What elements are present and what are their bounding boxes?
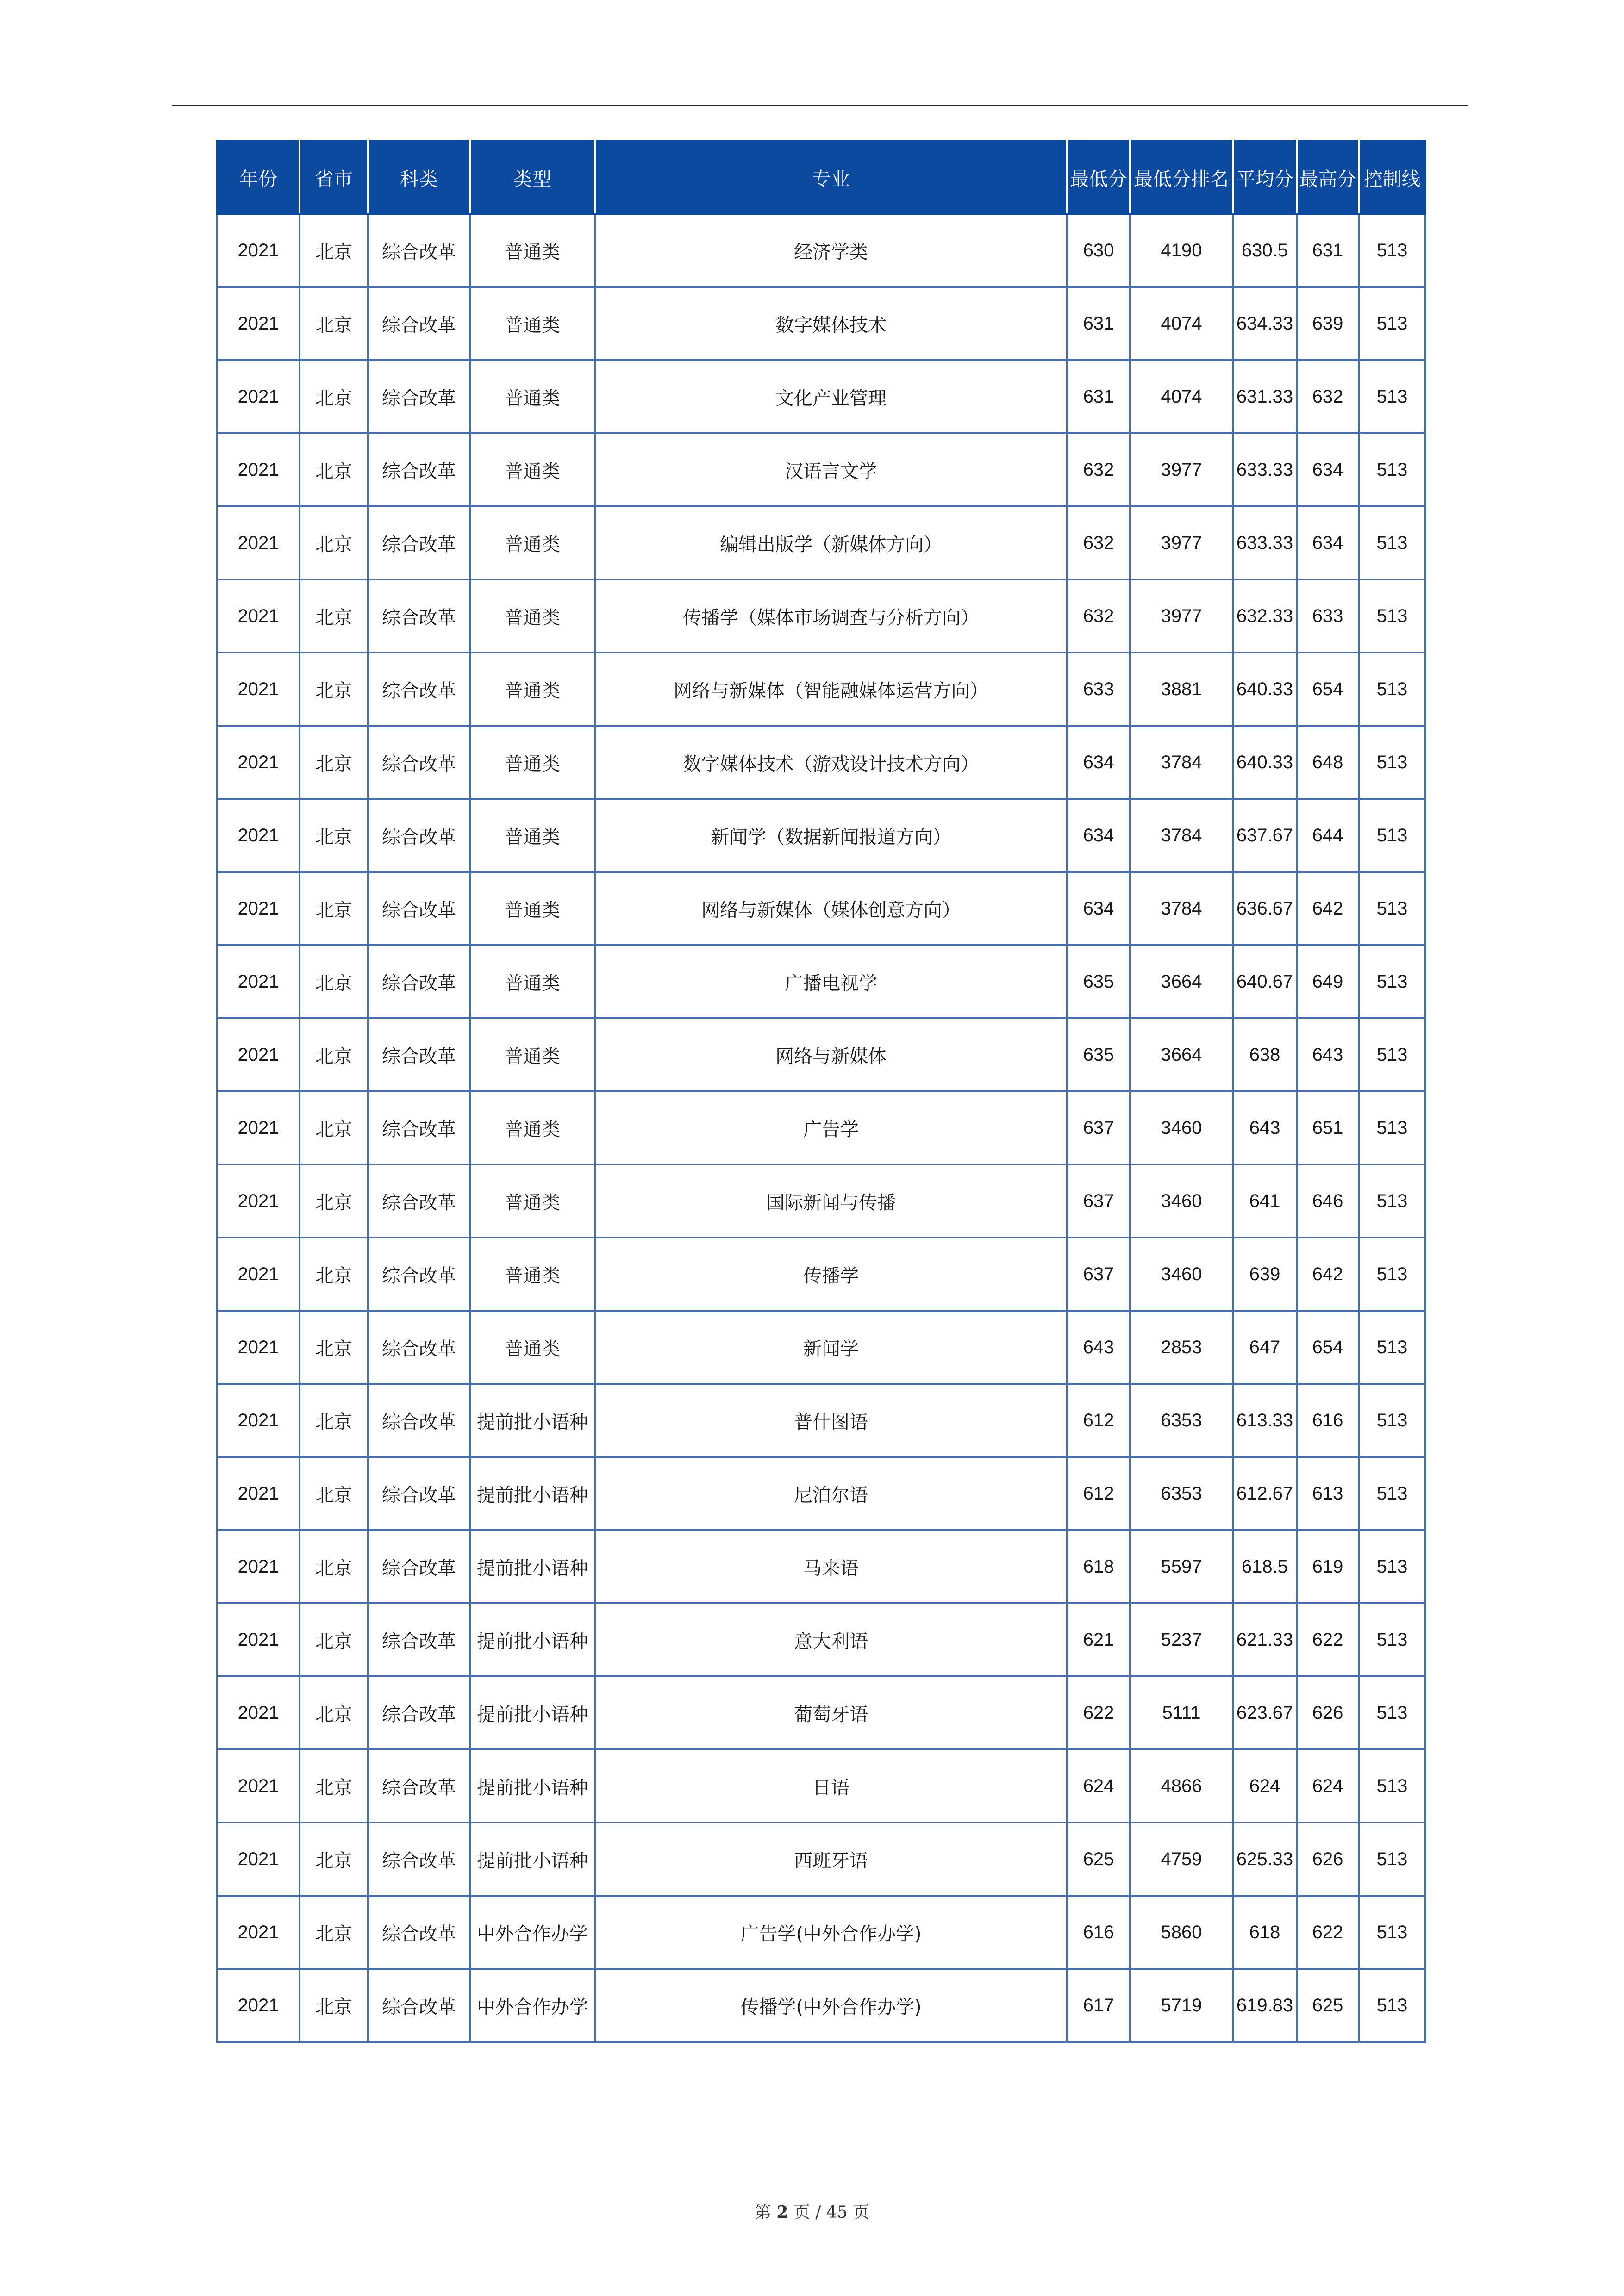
table-header bbox=[217, 141, 1425, 214]
cell-max-score: 644 bbox=[1297, 799, 1359, 872]
cell-avg-score: 619.83 bbox=[1233, 1969, 1297, 2042]
cell-type: 提前批小语种 bbox=[470, 1384, 595, 1457]
cell-min-score: 616 bbox=[1067, 1896, 1130, 1969]
cell-province: 北京 bbox=[300, 360, 368, 433]
cell-control-line: 513 bbox=[1359, 1164, 1425, 1238]
cell-control-line: 513 bbox=[1359, 799, 1425, 872]
cell-category: 综合改革 bbox=[368, 1164, 470, 1238]
cell-type: 普通类 bbox=[470, 360, 595, 433]
cell-major: 广告学 bbox=[595, 1091, 1067, 1164]
cell-max-score: 624 bbox=[1297, 1749, 1359, 1823]
cell-province: 北京 bbox=[300, 433, 368, 506]
cell-min-score: 618 bbox=[1067, 1530, 1130, 1603]
cell-control-line: 513 bbox=[1359, 506, 1425, 579]
cell-avg-score: 634.33 bbox=[1233, 287, 1297, 360]
cell-type: 普通类 bbox=[470, 1018, 595, 1091]
cell-avg-score: 631.33 bbox=[1233, 360, 1297, 433]
cell-major: 新闻学（数据新闻报道方向） bbox=[595, 799, 1067, 872]
cell-max-score: 649 bbox=[1297, 945, 1359, 1018]
cell-max-score: 626 bbox=[1297, 1676, 1359, 1749]
page-header-rule bbox=[172, 105, 1468, 106]
cell-max-score: 651 bbox=[1297, 1091, 1359, 1164]
table-row bbox=[217, 1530, 1425, 1603]
cell-min-rank: 3460 bbox=[1130, 1091, 1233, 1164]
cell-min-score: 634 bbox=[1067, 799, 1130, 872]
cell-province: 北京 bbox=[300, 945, 368, 1018]
cell-type: 普通类 bbox=[470, 433, 595, 506]
cell-max-score: 642 bbox=[1297, 1238, 1359, 1311]
cell-min-rank: 3977 bbox=[1130, 579, 1233, 653]
table-row bbox=[217, 1823, 1425, 1896]
table-row bbox=[217, 1969, 1425, 2042]
cell-control-line: 513 bbox=[1359, 1530, 1425, 1603]
cell-min-score: 621 bbox=[1067, 1603, 1130, 1676]
cell-min-rank: 5597 bbox=[1130, 1530, 1233, 1603]
cell-year: 2021 bbox=[217, 945, 300, 1018]
cell-type: 普通类 bbox=[470, 1091, 595, 1164]
cell-max-score: 634 bbox=[1297, 433, 1359, 506]
cell-category: 综合改革 bbox=[368, 1823, 470, 1896]
cell-min-score: 612 bbox=[1067, 1457, 1130, 1530]
cell-type: 提前批小语种 bbox=[470, 1530, 595, 1603]
cell-max-score: 622 bbox=[1297, 1603, 1359, 1676]
cell-min-rank: 5237 bbox=[1130, 1603, 1233, 1676]
table-row bbox=[217, 1311, 1425, 1384]
table-row bbox=[217, 1896, 1425, 1969]
cell-control-line: 513 bbox=[1359, 1896, 1425, 1969]
cell-type: 普通类 bbox=[470, 1164, 595, 1238]
cell-max-score: 632 bbox=[1297, 360, 1359, 433]
cell-min-score: 637 bbox=[1067, 1238, 1130, 1311]
cell-max-score: 646 bbox=[1297, 1164, 1359, 1238]
cell-province: 北京 bbox=[300, 1311, 368, 1384]
cell-avg-score: 639 bbox=[1233, 1238, 1297, 1311]
col-header-province: 省市 bbox=[300, 141, 368, 214]
cell-control-line: 513 bbox=[1359, 1018, 1425, 1091]
cell-type: 提前批小语种 bbox=[470, 1676, 595, 1749]
cell-type: 中外合作办学 bbox=[470, 1969, 595, 2042]
table-row bbox=[217, 1164, 1425, 1238]
cell-max-score: 654 bbox=[1297, 653, 1359, 726]
cell-min-rank: 5111 bbox=[1130, 1676, 1233, 1749]
cell-control-line: 513 bbox=[1359, 1969, 1425, 2042]
cell-year: 2021 bbox=[217, 799, 300, 872]
cell-year: 2021 bbox=[217, 360, 300, 433]
cell-category: 综合改革 bbox=[368, 1530, 470, 1603]
table-row bbox=[217, 1676, 1425, 1749]
cell-type: 普通类 bbox=[470, 1311, 595, 1384]
cell-control-line: 513 bbox=[1359, 287, 1425, 360]
cell-max-score: 639 bbox=[1297, 287, 1359, 360]
cell-major: 葡萄牙语 bbox=[595, 1676, 1067, 1749]
cell-province: 北京 bbox=[300, 653, 368, 726]
cell-year: 2021 bbox=[217, 1823, 300, 1896]
admission-score-table bbox=[216, 140, 1426, 2043]
cell-min-score: 635 bbox=[1067, 1018, 1130, 1091]
cell-min-rank: 3784 bbox=[1130, 799, 1233, 872]
cell-type: 普通类 bbox=[470, 506, 595, 579]
cell-province: 北京 bbox=[300, 1018, 368, 1091]
cell-control-line: 513 bbox=[1359, 1311, 1425, 1384]
cell-category: 综合改革 bbox=[368, 1603, 470, 1676]
cell-category: 综合改革 bbox=[368, 214, 470, 287]
cell-category: 综合改革 bbox=[368, 1018, 470, 1091]
cell-control-line: 513 bbox=[1359, 214, 1425, 287]
cell-year: 2021 bbox=[217, 1457, 300, 1530]
cell-max-score: 648 bbox=[1297, 726, 1359, 799]
cell-year: 2021 bbox=[217, 433, 300, 506]
cell-max-score: 625 bbox=[1297, 1969, 1359, 2042]
cell-type: 提前批小语种 bbox=[470, 1603, 595, 1676]
cell-control-line: 513 bbox=[1359, 1457, 1425, 1530]
cell-max-score: 622 bbox=[1297, 1896, 1359, 1969]
cell-control-line: 513 bbox=[1359, 433, 1425, 506]
cell-major: 文化产业管理 bbox=[595, 360, 1067, 433]
cell-min-rank: 5719 bbox=[1130, 1969, 1233, 2042]
cell-year: 2021 bbox=[217, 872, 300, 945]
cell-min-rank: 3460 bbox=[1130, 1164, 1233, 1238]
col-header-year: 年份 bbox=[217, 141, 300, 214]
cell-major: 经济学类 bbox=[595, 214, 1067, 287]
cell-avg-score: 624 bbox=[1233, 1749, 1297, 1823]
cell-province: 北京 bbox=[300, 1164, 368, 1238]
cell-min-rank: 3784 bbox=[1130, 726, 1233, 799]
cell-category: 综合改革 bbox=[368, 506, 470, 579]
cell-major: 日语 bbox=[595, 1749, 1067, 1823]
cell-province: 北京 bbox=[300, 1457, 368, 1530]
cell-avg-score: 640.33 bbox=[1233, 726, 1297, 799]
cell-min-score: 637 bbox=[1067, 1091, 1130, 1164]
cell-major: 意大利语 bbox=[595, 1603, 1067, 1676]
cell-min-score: 634 bbox=[1067, 726, 1130, 799]
cell-category: 综合改革 bbox=[368, 433, 470, 506]
cell-max-score: 613 bbox=[1297, 1457, 1359, 1530]
cell-min-rank: 4759 bbox=[1130, 1823, 1233, 1896]
cell-year: 2021 bbox=[217, 1311, 300, 1384]
cell-type: 普通类 bbox=[470, 726, 595, 799]
cell-province: 北京 bbox=[300, 1091, 368, 1164]
table-row bbox=[217, 945, 1425, 1018]
cell-avg-score: 612.67 bbox=[1233, 1457, 1297, 1530]
cell-year: 2021 bbox=[217, 653, 300, 726]
cell-control-line: 513 bbox=[1359, 1091, 1425, 1164]
cell-year: 2021 bbox=[217, 1091, 300, 1164]
cell-max-score: 642 bbox=[1297, 872, 1359, 945]
cell-category: 综合改革 bbox=[368, 1749, 470, 1823]
cell-min-score: 624 bbox=[1067, 1749, 1130, 1823]
cell-year: 2021 bbox=[217, 1018, 300, 1091]
table-row bbox=[217, 799, 1425, 872]
cell-avg-score: 643 bbox=[1233, 1091, 1297, 1164]
cell-province: 北京 bbox=[300, 799, 368, 872]
cell-avg-score: 641 bbox=[1233, 1164, 1297, 1238]
cell-major: 编辑出版学（新媒体方向） bbox=[595, 506, 1067, 579]
cell-major: 传播学 bbox=[595, 1238, 1067, 1311]
cell-province: 北京 bbox=[300, 1384, 368, 1457]
cell-avg-score: 621.33 bbox=[1233, 1603, 1297, 1676]
cell-min-rank: 3664 bbox=[1130, 1018, 1233, 1091]
cell-min-rank: 3460 bbox=[1130, 1238, 1233, 1311]
cell-category: 综合改革 bbox=[368, 360, 470, 433]
cell-category: 综合改革 bbox=[368, 1311, 470, 1384]
cell-province: 北京 bbox=[300, 1603, 368, 1676]
cell-type: 普通类 bbox=[470, 799, 595, 872]
cell-min-rank: 4866 bbox=[1130, 1749, 1233, 1823]
cell-min-rank: 4190 bbox=[1130, 214, 1233, 287]
cell-year: 2021 bbox=[217, 1896, 300, 1969]
cell-year: 2021 bbox=[217, 1238, 300, 1311]
cell-type: 普通类 bbox=[470, 945, 595, 1018]
cell-min-rank: 3977 bbox=[1130, 506, 1233, 579]
cell-type: 普通类 bbox=[470, 872, 595, 945]
cell-major: 国际新闻与传播 bbox=[595, 1164, 1067, 1238]
cell-min-rank: 5860 bbox=[1130, 1896, 1233, 1969]
cell-province: 北京 bbox=[300, 1238, 368, 1311]
cell-control-line: 513 bbox=[1359, 1384, 1425, 1457]
cell-min-rank: 4074 bbox=[1130, 360, 1233, 433]
table-row bbox=[217, 1238, 1425, 1311]
cell-province: 北京 bbox=[300, 287, 368, 360]
cell-year: 2021 bbox=[217, 214, 300, 287]
cell-province: 北京 bbox=[300, 579, 368, 653]
table-body bbox=[217, 214, 1425, 2042]
cell-min-score: 634 bbox=[1067, 872, 1130, 945]
cell-type: 普通类 bbox=[470, 579, 595, 653]
footer-total-pages: 45 bbox=[826, 2203, 848, 2222]
col-header-min-score: 最低分 bbox=[1067, 141, 1130, 214]
cell-major: 数字媒体技术（游戏设计技术方向） bbox=[595, 726, 1067, 799]
cell-year: 2021 bbox=[217, 1530, 300, 1603]
footer-current-page: 2 bbox=[776, 2203, 788, 2222]
cell-category: 综合改革 bbox=[368, 1457, 470, 1530]
cell-avg-score: 640.33 bbox=[1233, 653, 1297, 726]
cell-max-score: 643 bbox=[1297, 1018, 1359, 1091]
table-row bbox=[217, 433, 1425, 506]
cell-year: 2021 bbox=[217, 1164, 300, 1238]
cell-category: 综合改革 bbox=[368, 579, 470, 653]
cell-type: 提前批小语种 bbox=[470, 1457, 595, 1530]
cell-control-line: 513 bbox=[1359, 1676, 1425, 1749]
cell-year: 2021 bbox=[217, 726, 300, 799]
cell-province: 北京 bbox=[300, 726, 368, 799]
cell-min-score: 635 bbox=[1067, 945, 1130, 1018]
cell-min-score: 622 bbox=[1067, 1676, 1130, 1749]
cell-category: 综合改革 bbox=[368, 726, 470, 799]
cell-min-score: 631 bbox=[1067, 360, 1130, 433]
cell-max-score: 633 bbox=[1297, 579, 1359, 653]
col-header-max-score: 最高分 bbox=[1297, 141, 1359, 214]
cell-province: 北京 bbox=[300, 1823, 368, 1896]
cell-max-score: 616 bbox=[1297, 1384, 1359, 1457]
col-header-major: 专业 bbox=[595, 141, 1067, 214]
header-row bbox=[217, 141, 1425, 214]
cell-year: 2021 bbox=[217, 1384, 300, 1457]
cell-year: 2021 bbox=[217, 1749, 300, 1823]
cell-type: 普通类 bbox=[470, 653, 595, 726]
cell-type: 提前批小语种 bbox=[470, 1823, 595, 1896]
cell-type: 普通类 bbox=[470, 1238, 595, 1311]
cell-category: 综合改革 bbox=[368, 287, 470, 360]
cell-min-score: 631 bbox=[1067, 287, 1130, 360]
cell-category: 综合改革 bbox=[368, 1969, 470, 2042]
cell-major: 普什图语 bbox=[595, 1384, 1067, 1457]
cell-major: 网络与新媒体（媒体创意方向） bbox=[595, 872, 1067, 945]
cell-max-score: 626 bbox=[1297, 1823, 1359, 1896]
cell-category: 综合改革 bbox=[368, 1091, 470, 1164]
col-header-min-rank: 最低分排名 bbox=[1130, 141, 1233, 214]
cell-category: 综合改革 bbox=[368, 1384, 470, 1457]
cell-major: 网络与新媒体（智能融媒体运营方向） bbox=[595, 653, 1067, 726]
cell-control-line: 513 bbox=[1359, 872, 1425, 945]
cell-avg-score: 632.33 bbox=[1233, 579, 1297, 653]
table-row bbox=[217, 1749, 1425, 1823]
table-row bbox=[217, 726, 1425, 799]
cell-min-score: 625 bbox=[1067, 1823, 1130, 1896]
cell-major: 传播学（媒体市场调查与分析方向） bbox=[595, 579, 1067, 653]
table-row bbox=[217, 1384, 1425, 1457]
table-row bbox=[217, 872, 1425, 945]
cell-min-score: 632 bbox=[1067, 433, 1130, 506]
footer-middle: 页 / bbox=[793, 2203, 821, 2222]
cell-major: 尼泊尔语 bbox=[595, 1457, 1067, 1530]
col-header-type: 类型 bbox=[470, 141, 595, 214]
cell-control-line: 513 bbox=[1359, 653, 1425, 726]
cell-avg-score: 637.67 bbox=[1233, 799, 1297, 872]
cell-year: 2021 bbox=[217, 1676, 300, 1749]
cell-category: 综合改革 bbox=[368, 1676, 470, 1749]
cell-type: 普通类 bbox=[470, 214, 595, 287]
cell-year: 2021 bbox=[217, 1603, 300, 1676]
cell-province: 北京 bbox=[300, 1969, 368, 2042]
col-header-avg-score: 平均分 bbox=[1233, 141, 1297, 214]
cell-avg-score: 636.67 bbox=[1233, 872, 1297, 945]
cell-category: 综合改革 bbox=[368, 653, 470, 726]
cell-max-score: 634 bbox=[1297, 506, 1359, 579]
cell-avg-score: 625.33 bbox=[1233, 1823, 1297, 1896]
cell-control-line: 513 bbox=[1359, 360, 1425, 433]
cell-control-line: 513 bbox=[1359, 1238, 1425, 1311]
cell-min-rank: 6353 bbox=[1130, 1384, 1233, 1457]
cell-min-score: 632 bbox=[1067, 506, 1130, 579]
cell-avg-score: 640.67 bbox=[1233, 945, 1297, 1018]
cell-avg-score: 647 bbox=[1233, 1311, 1297, 1384]
cell-avg-score: 618 bbox=[1233, 1896, 1297, 1969]
cell-major: 汉语言文学 bbox=[595, 433, 1067, 506]
cell-avg-score: 633.33 bbox=[1233, 433, 1297, 506]
table-row bbox=[217, 1603, 1425, 1676]
cell-category: 综合改革 bbox=[368, 799, 470, 872]
cell-control-line: 513 bbox=[1359, 726, 1425, 799]
cell-type: 中外合作办学 bbox=[470, 1896, 595, 1969]
footer-prefix: 第 bbox=[754, 2203, 771, 2222]
cell-max-score: 654 bbox=[1297, 1311, 1359, 1384]
cell-year: 2021 bbox=[217, 1969, 300, 2042]
cell-min-rank: 6353 bbox=[1130, 1457, 1233, 1530]
footer-suffix: 页 bbox=[853, 2203, 870, 2222]
cell-province: 北京 bbox=[300, 1676, 368, 1749]
cell-major: 数字媒体技术 bbox=[595, 287, 1067, 360]
table-row bbox=[217, 287, 1425, 360]
cell-min-rank: 3664 bbox=[1130, 945, 1233, 1018]
cell-min-score: 643 bbox=[1067, 1311, 1130, 1384]
cell-min-rank: 3784 bbox=[1130, 872, 1233, 945]
cell-year: 2021 bbox=[217, 287, 300, 360]
cell-province: 北京 bbox=[300, 1896, 368, 1969]
table-row bbox=[217, 1457, 1425, 1530]
cell-province: 北京 bbox=[300, 1749, 368, 1823]
cell-min-rank: 2853 bbox=[1130, 1311, 1233, 1384]
table-row bbox=[217, 360, 1425, 433]
cell-avg-score: 630.5 bbox=[1233, 214, 1297, 287]
cell-min-score: 633 bbox=[1067, 653, 1130, 726]
cell-min-score: 632 bbox=[1067, 579, 1130, 653]
table-row bbox=[217, 579, 1425, 653]
table-row bbox=[217, 214, 1425, 287]
cell-control-line: 513 bbox=[1359, 1603, 1425, 1676]
cell-type: 普通类 bbox=[470, 287, 595, 360]
cell-major: 传播学(中外合作办学) bbox=[595, 1969, 1067, 2042]
cell-min-score: 612 bbox=[1067, 1384, 1130, 1457]
cell-control-line: 513 bbox=[1359, 1823, 1425, 1896]
cell-min-score: 637 bbox=[1067, 1164, 1130, 1238]
cell-control-line: 513 bbox=[1359, 1749, 1425, 1823]
cell-major: 广告学(中外合作办学) bbox=[595, 1896, 1067, 1969]
cell-year: 2021 bbox=[217, 506, 300, 579]
cell-min-score: 630 bbox=[1067, 214, 1130, 287]
cell-max-score: 619 bbox=[1297, 1530, 1359, 1603]
cell-max-score: 631 bbox=[1297, 214, 1359, 287]
table-row bbox=[217, 653, 1425, 726]
cell-avg-score: 613.33 bbox=[1233, 1384, 1297, 1457]
cell-min-rank: 4074 bbox=[1130, 287, 1233, 360]
cell-major: 马来语 bbox=[595, 1530, 1067, 1603]
cell-year: 2021 bbox=[217, 579, 300, 653]
page-footer bbox=[0, 2199, 1624, 2223]
cell-avg-score: 638 bbox=[1233, 1018, 1297, 1091]
cell-type: 提前批小语种 bbox=[470, 1749, 595, 1823]
cell-province: 北京 bbox=[300, 872, 368, 945]
cell-min-score: 617 bbox=[1067, 1969, 1130, 2042]
cell-control-line: 513 bbox=[1359, 579, 1425, 653]
cell-category: 综合改革 bbox=[368, 1896, 470, 1969]
cell-avg-score: 623.67 bbox=[1233, 1676, 1297, 1749]
table-row bbox=[217, 1018, 1425, 1091]
col-header-category: 科类 bbox=[368, 141, 470, 214]
cell-min-rank: 3881 bbox=[1130, 653, 1233, 726]
cell-avg-score: 618.5 bbox=[1233, 1530, 1297, 1603]
cell-province: 北京 bbox=[300, 214, 368, 287]
cell-province: 北京 bbox=[300, 506, 368, 579]
cell-min-rank: 3977 bbox=[1130, 433, 1233, 506]
col-header-control-line: 控制线 bbox=[1359, 141, 1425, 214]
cell-avg-score: 633.33 bbox=[1233, 506, 1297, 579]
table-row bbox=[217, 506, 1425, 579]
cell-major: 网络与新媒体 bbox=[595, 1018, 1067, 1091]
cell-major: 西班牙语 bbox=[595, 1823, 1067, 1896]
cell-category: 综合改革 bbox=[368, 945, 470, 1018]
cell-major: 广播电视学 bbox=[595, 945, 1067, 1018]
cell-major: 新闻学 bbox=[595, 1311, 1067, 1384]
cell-control-line: 513 bbox=[1359, 945, 1425, 1018]
cell-category: 综合改革 bbox=[368, 872, 470, 945]
cell-category: 综合改革 bbox=[368, 1238, 470, 1311]
cell-province: 北京 bbox=[300, 1530, 368, 1603]
table-row bbox=[217, 1091, 1425, 1164]
